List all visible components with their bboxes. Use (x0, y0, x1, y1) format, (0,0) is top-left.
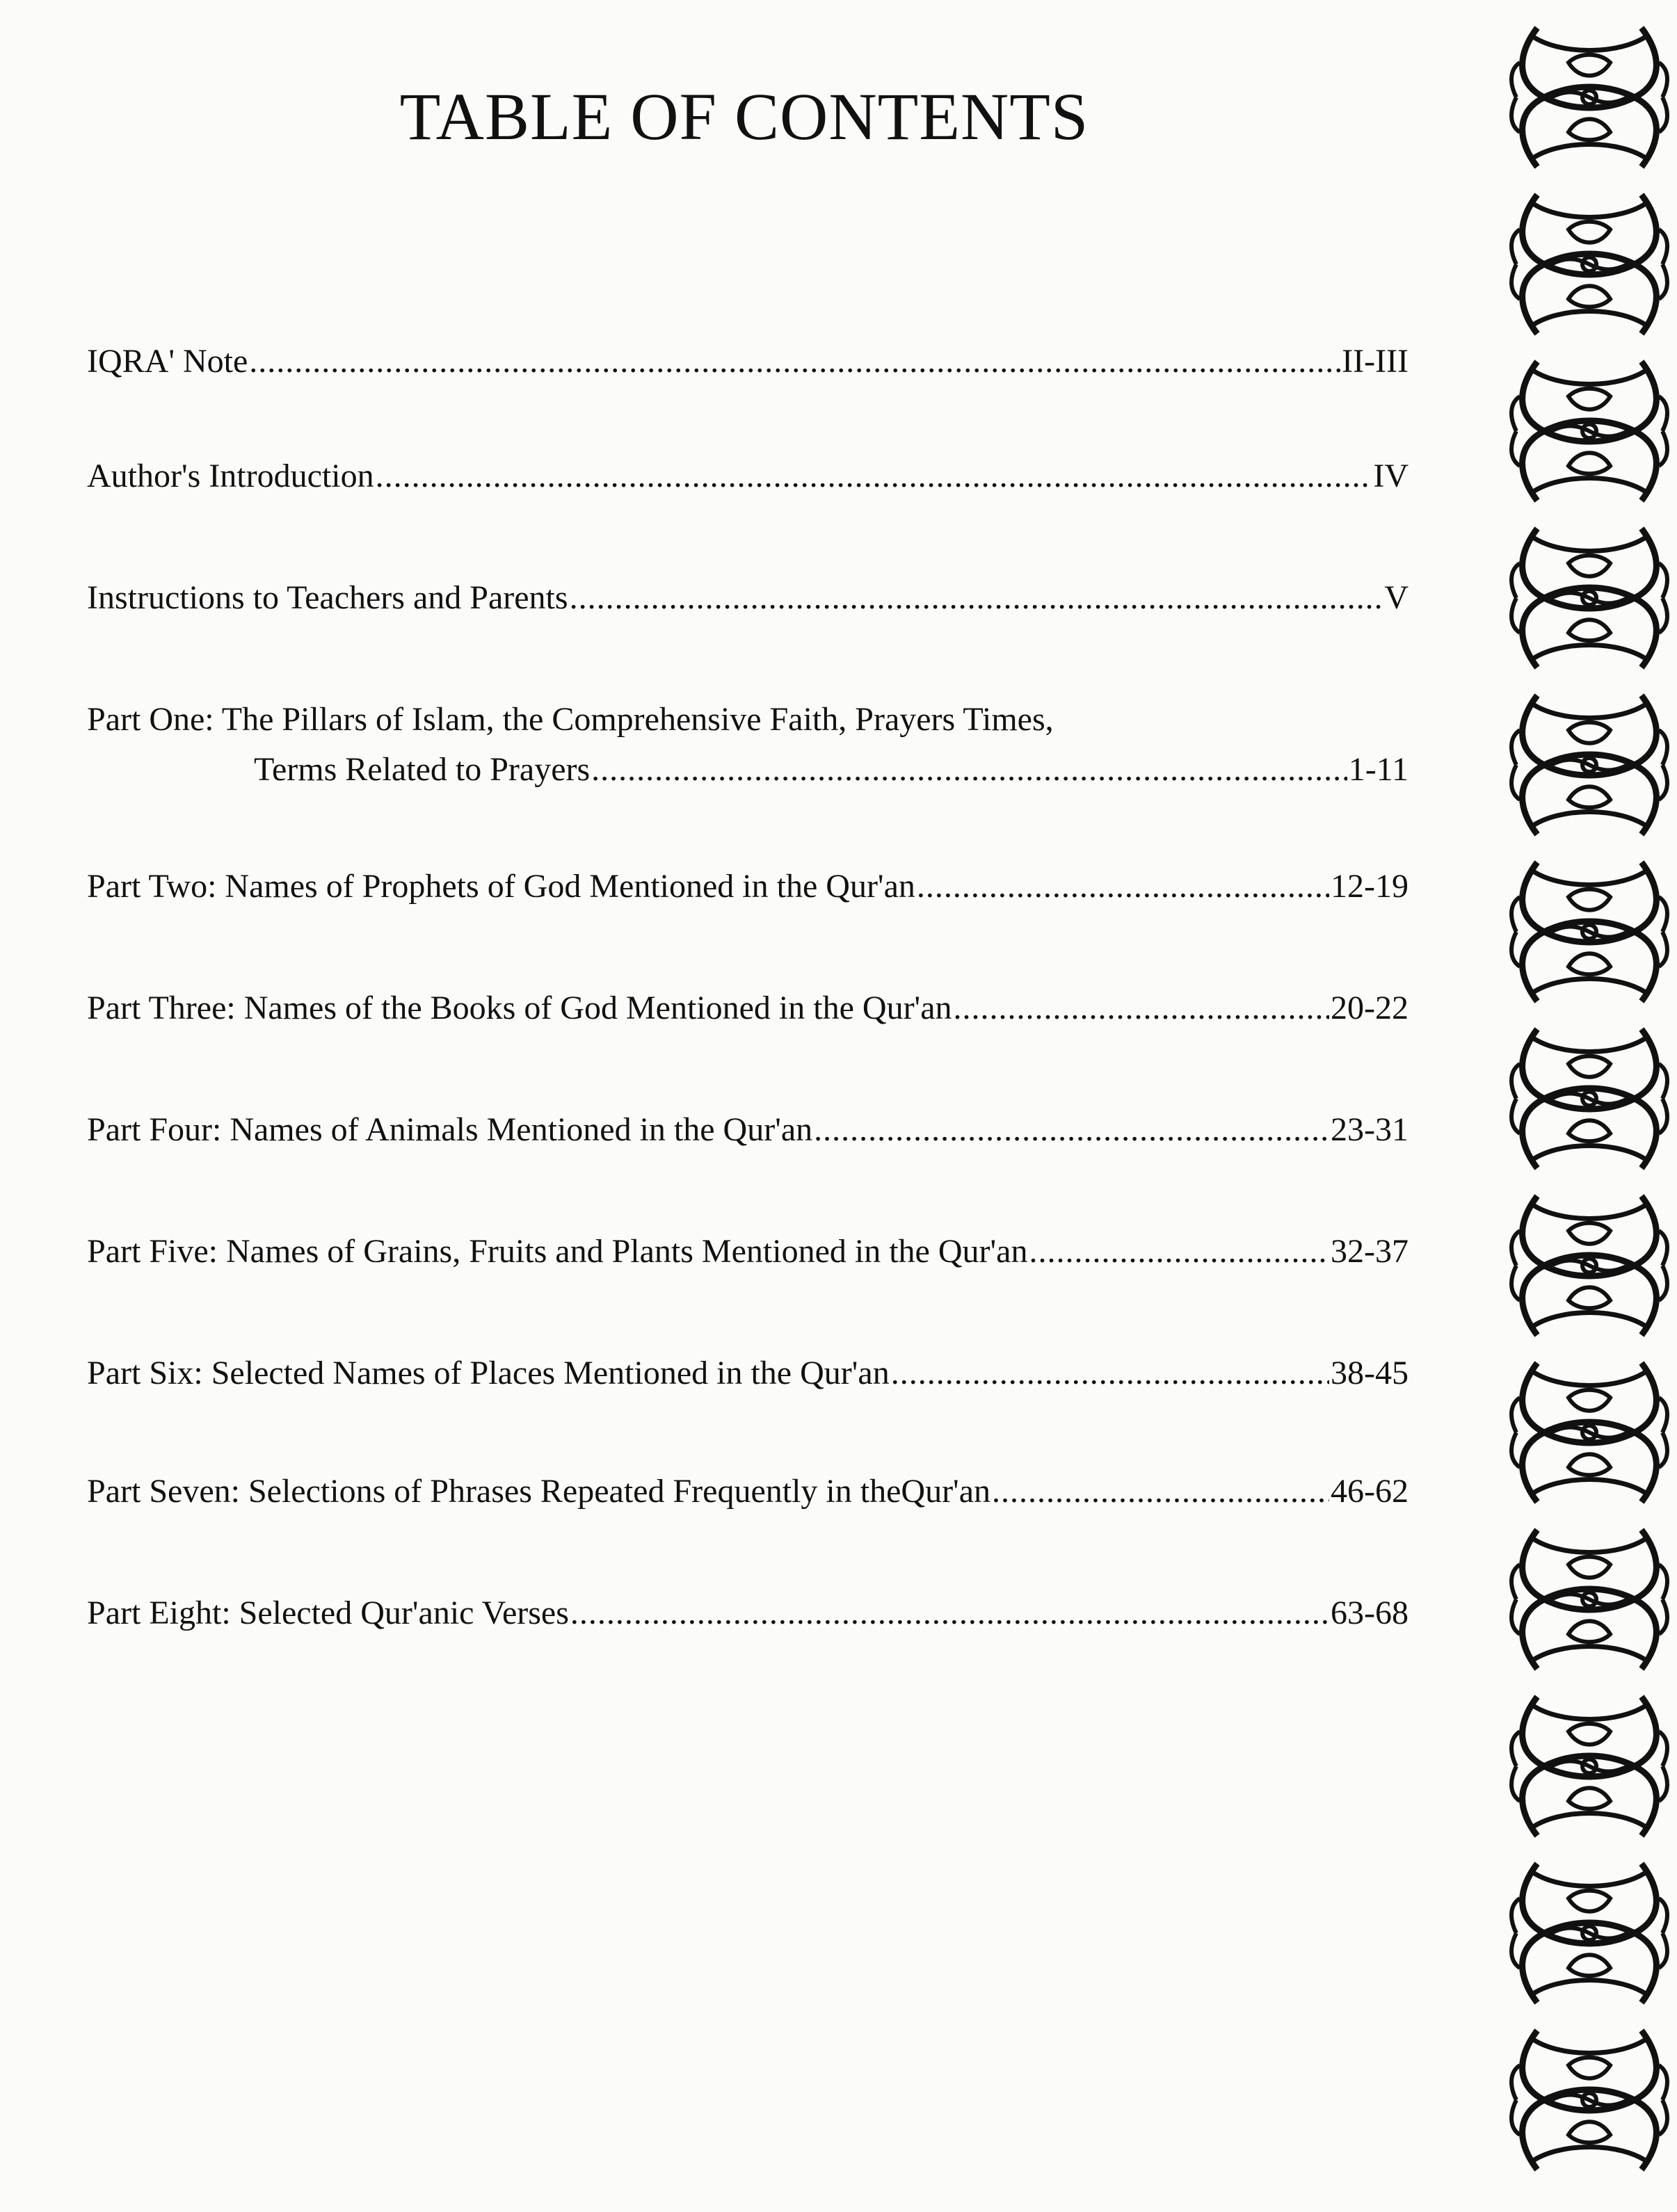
toc-entry-instructions[interactable] (87, 577, 1409, 619)
dot-leader (249, 341, 1340, 382)
toc-entry-title: Part One: The Pillars of Islam, the Comprehensive Faith, Prayers Times, (87, 701, 1054, 738)
toc-entry-pages: IV (1373, 458, 1409, 494)
toc-entry-part-four[interactable] (87, 1109, 1409, 1151)
toc-entry-title: Part Eight: Selected Qur'anic Verses (87, 1595, 569, 1631)
toc-entry-part-one[interactable] (87, 699, 1409, 791)
toc-entry-pages: 1-11 (1348, 751, 1409, 788)
toc-entry-title: Part Six: Selected Names of Places Mentioned in the Qur'an (87, 1355, 890, 1391)
dot-leader (891, 1353, 1329, 1394)
toc-entry-iqra-note[interactable] (87, 341, 1409, 382)
toc-entry-pages: 20-22 (1331, 990, 1409, 1026)
toc-entry-pages: 63-68 (1331, 1595, 1409, 1631)
dot-leader (570, 577, 1383, 619)
toc-entry-pages: 38-45 (1331, 1355, 1409, 1391)
toc-entry-pages: II-III (1342, 343, 1409, 380)
toc-entry-title: Part Two: Names of Prophets of God Mentioned in the Qur'an (87, 868, 915, 905)
toc-entry-title-continued: Terms Related to Prayers (254, 751, 591, 788)
dot-leader (992, 1471, 1329, 1512)
toc-entry-part-five[interactable] (87, 1231, 1409, 1273)
toc-entry-title: IQRA' Note (87, 343, 248, 380)
dot-leader (570, 1592, 1329, 1634)
toc-entry-title: Part Seven: Selections of Phrases Repeated Frequently in theQur'an (87, 1473, 990, 1510)
toc-entry-title: Author's Introduction (87, 458, 374, 494)
dot-leader (376, 455, 1372, 497)
toc-entry-pages: 23-31 (1331, 1111, 1409, 1148)
toc-entry-pages: 12-19 (1331, 868, 1409, 905)
dot-leader (1029, 1231, 1329, 1273)
dot-leader (954, 987, 1330, 1029)
dot-leader (814, 1109, 1329, 1151)
toc-entry-title: Part Three: Names of the Books of God Mentioned in the Qur'an (87, 990, 952, 1026)
toc-entry-part-three[interactable] (87, 987, 1409, 1029)
dot-leader (917, 866, 1329, 907)
toc-entry-part-seven[interactable] (87, 1471, 1409, 1512)
toc-entry-title: Part Five: Names of Grains, Fruits and Plants Mentioned in the Qur'an (87, 1233, 1028, 1270)
toc-entry-author-introduction[interactable] (87, 455, 1409, 497)
toc-entry-part-eight[interactable] (87, 1592, 1409, 1634)
toc-entry-part-six[interactable] (87, 1353, 1409, 1394)
toc-entry-part-two[interactable] (87, 866, 1409, 907)
toc-entry-title: Instructions to Teachers and Parents (87, 579, 568, 616)
toc-entry-pages: V (1384, 579, 1409, 616)
toc-entry-pages: 32-37 (1331, 1233, 1409, 1270)
toc-list (87, 0, 1409, 2212)
arabesque-knot-border-icon (1502, 0, 1677, 2212)
toc-entry-title: Part Four: Names of Animals Mentioned in the Qur'an (87, 1111, 813, 1148)
toc-entry-pages: 46-62 (1331, 1473, 1409, 1510)
page-title: TABLE OF CONTENTS (399, 79, 1089, 154)
dot-leader (591, 749, 1347, 791)
